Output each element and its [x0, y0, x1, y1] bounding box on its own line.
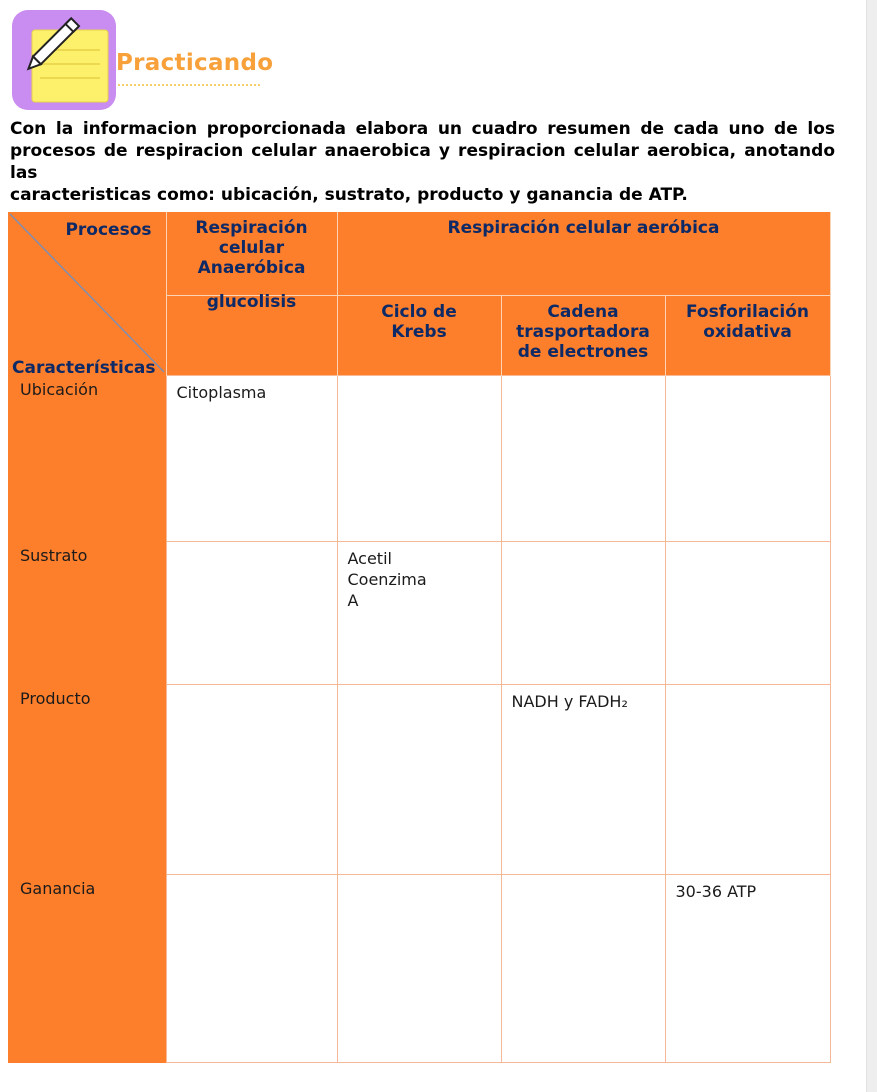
table-cell[interactable]: NADH y FADH₂ — [501, 685, 665, 875]
row-label-ubicacion: Ubicación — [8, 376, 166, 542]
row-label-producto: Producto — [8, 685, 166, 875]
logo-underline — [118, 84, 260, 86]
pencil-notepad-icon — [10, 8, 118, 112]
logo-title: Practicando — [116, 50, 274, 76]
page-scrollbar[interactable] — [866, 0, 877, 1092]
instructions-line: procesos de respiracion celular anaerobica y respiracion celular aerobica, anotando las — [10, 141, 835, 183]
anaerobic-header-label: Respiración celular Anaeróbica — [195, 218, 308, 278]
table-row — [8, 376, 830, 542]
table-cell[interactable] — [665, 685, 830, 875]
subheader-ciclo-krebs — [337, 296, 501, 376]
table-cell[interactable]: Citoplasma — [166, 376, 337, 542]
table-cell[interactable] — [665, 376, 830, 542]
corner-caracteristicas-label: Características — [12, 357, 156, 378]
subheader-label: glucolisis — [206, 292, 297, 312]
table-row — [8, 685, 830, 875]
table-cell[interactable] — [501, 542, 665, 685]
summary-table — [8, 212, 830, 1092]
row-label-ganancia: Ganancia — [8, 875, 166, 1063]
aerobic-header — [337, 212, 830, 296]
table-cell[interactable] — [166, 685, 337, 875]
anaerobic-header — [166, 212, 337, 296]
subheader-glucolisis — [166, 292, 337, 376]
table-cell[interactable] — [665, 542, 830, 685]
aerobic-header-label: Respiración celular aeróbica — [447, 218, 720, 238]
subheader-fosforilacion — [665, 296, 830, 376]
table-cell[interactable] — [166, 875, 337, 1063]
table-cell[interactable] — [337, 685, 501, 875]
subheader-cadena-trasportadora — [501, 296, 665, 376]
row-label-sustrato: Sustrato — [8, 542, 166, 685]
table-cell[interactable] — [501, 875, 665, 1063]
table-corner-cell — [8, 212, 166, 376]
subheader-label: Fosforilación oxidativa — [686, 302, 809, 342]
table-cell[interactable] — [166, 542, 337, 685]
table-cell[interactable] — [337, 875, 501, 1063]
subheader-label: Ciclo de Krebs — [381, 302, 457, 342]
subheader-label: Cadena trasportadora de electrones — [516, 302, 650, 362]
table-cell[interactable]: Acetil Coenzima A — [337, 542, 501, 685]
table-cell[interactable] — [337, 376, 501, 542]
corner-procesos-label: Procesos — [65, 220, 152, 240]
table-cell[interactable] — [501, 376, 665, 542]
instructions-line: caracteristicas como: ubicación, sustrato, producto y ganancia de ATP. — [10, 185, 688, 205]
instructions-text — [10, 118, 835, 206]
instructions-line: Con la informacion proporcionada elabora un cuadro resumen de cada uno de los — [10, 119, 835, 139]
table-row — [8, 875, 830, 1063]
table-row — [8, 542, 830, 685]
table-cell[interactable]: 30-36 ATP — [665, 875, 830, 1063]
